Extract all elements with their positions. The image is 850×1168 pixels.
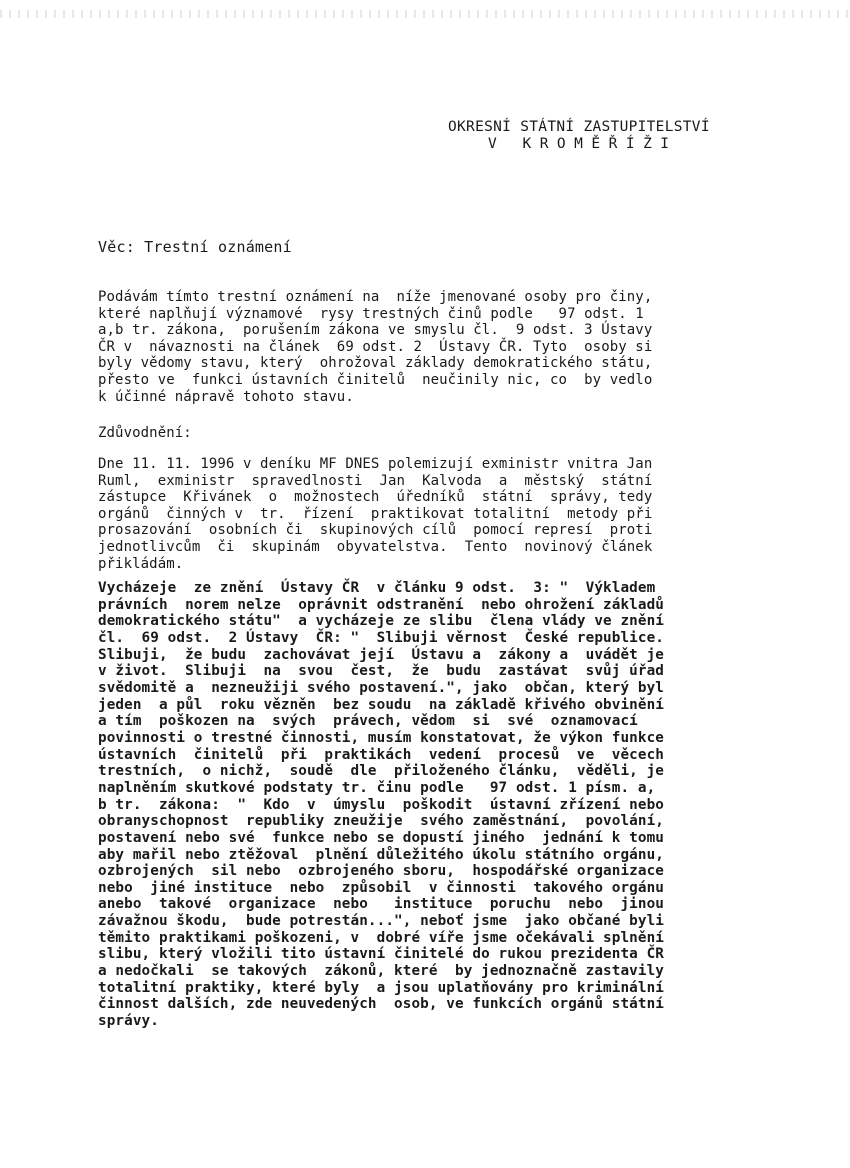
reasoning-heading: Zdůvodnění: bbox=[98, 425, 192, 441]
addressee-header bbox=[448, 119, 748, 153]
addressee-office: OKRESNÍ STÁTNÍ ZASTUPITELSTVÍ bbox=[448, 119, 710, 135]
subject-line: Věc: Trestní oznámení bbox=[98, 238, 292, 256]
reasoning-paragraph-2: Vycházeje ze znění Ústavy ČR v článku 9 odst. 3: " Výkladem právních norem nelze oprávnit odstranění nebo ohrožení základů demokratického státu" a vycházeje ze slibu člena vlády ve znění čl. 69 odst. 2 Ústavy ČR: " Slibuji věrnost České republice. Slibuji, že budu zachovávat její Ústavu a zákony a uvádět je v život. Slibuji na svou čest, že budu zastávat svůj úřad svědomitě a nezneužiji svého postavení.", jako občan, který byl jeden a půl roku vězněn bez soudu na základě křivého obvinění a tím poškozen na svých právech, vědom si své oznamovací povinnosti o trestné činnosti, musím konstatovat, že výkon funkce ústavních činitelů při praktikách vedení procesů ve věcech trestních, o nichž, soudě dle přiloženého článku, věděli, je naplněním skutkové podstaty tr. činu podle 97 odst. 1 písm. a, b tr. zákona: " Kdo v úmyslu poškodit ústavní zřízení nebo obranyschopnost republiky zneužije svého zaměstnání, povolání, postavení nebo své funkce nebo se dopustí jiného jednání k tomu aby mařil nebo ztěžoval plnění důležitého úkolu státního orgánu, ozbrojených sil nebo ozbrojeného sboru, hospodářské organizace nebo jiné instituce nebo způsobil v činnosti takového orgánu anebo takové organizace nebo instituce poruchu nebo jinou závažnou škodu, bude potrestán...", neboť jsme jako občané byli těmito praktikami poškozeni, v dobré víře jsme očekávali splnění slibu, který vložili tito ústavní činitelé do rukou prezidenta ČR a nedočkali se takových zákonů, které by jednoznačně zastavily totalitní praktiky, které byly a jsou uplatňovány pro kriminální činnost dalších, zde neuvedených osob, ve funkcích orgánů státní správy. bbox=[98, 580, 664, 1030]
scan-artifact bbox=[0, 10, 850, 18]
complaint-paragraph: Podávám tímto trestní oznámení na níže jmenované osoby pro činy, které naplňují významové rysy trestných činů podle 97 odst. 1 a,b tr. zákona, porušením zákona ve smyslu čl. 9 odst. 3 Ústavy ČR v návaznosti na článek 69 odst. 2 Ústavy ČR. Tyto osoby si byly vědomy stavu, který ohrožoval základy demokratického státu, přesto ve funkci ústavních činitelů neučinily nic, co by vedlo k účinné nápravě tohoto stavu. bbox=[98, 289, 653, 405]
reasoning-paragraph-1: Dne 11. 11. 1996 v deníku MF DNES polemizují exministr vnitra Jan Ruml, exministr spravedlnosti Jan Kalvoda a městský státní zástupce Křivánek o možnostech úředníků státní správy, tedy orgánů činných v tr. řízení praktikovat totalitní metody při prosazování osobních či skupinových cílů pomocí represí proti jednotlivcům či skupinám obyvatelstva. Tento novinový článek přikládám. bbox=[98, 456, 653, 572]
addressee-city: V KROMĚŘÍŽI bbox=[488, 136, 678, 152]
